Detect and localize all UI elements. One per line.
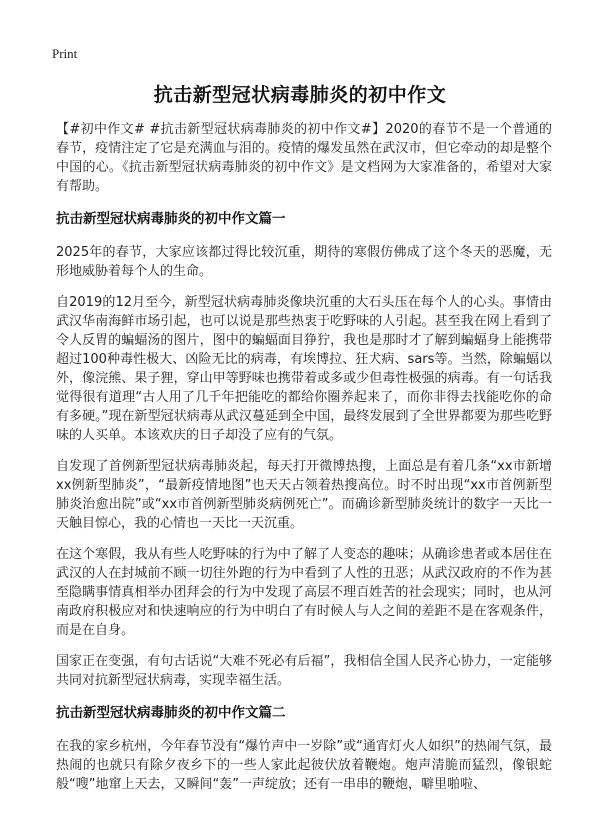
paragraph: 国家正在变强，有句古话说“大难不死必有后福”，我相信全国人民齐心协力，一定能够共同对抗新型冠状病毒，实现幸福生活。 [56,654,552,688]
paragraph: 2025年的春节，大家应该都过得比较沉重，期待的寒假仿佛成了这个冬天的恶魔，无形地威胁着每个人的生命。 [56,245,552,279]
section-heading-1: 抗击新型冠状病毒肺炎的初中作文篇一 [56,211,286,227]
section-heading-2: 抗击新型冠状病毒肺炎的初中作文篇二 [56,705,286,721]
paragraph: 自发现了首例新型冠状病毒肺炎起，每天打开微博热搜，上面总是有着几条“xx市新增xx例新型肺炎”，“最新疫情地图”也天天占领着热搜高位。时不时出现“xx市首例新型肺炎治愈出院”或“xx市首例新型肺炎病例死亡”。而确诊新型肺炎统计的数字一天比一天触目惊心，我的心情也一天比一天沉重。 [56,459,552,531]
intro-paragraph: 【#初中作文# #抗击新型冠状病毒肺炎的初中作文#】2020的春节不是一个普通的春节，疫情注定了它是充满血与泪的。疫情的爆发虽然在武汉市，但它牵动的却是整个中国的心。《抗击新型冠状病毒肺炎的初中作文》是文档网为大家准备的，希望对大家有帮助。 [56,122,552,194]
paragraph: 自2019的12月至今，新型冠状病毒肺炎像块沉重的大石头压在每个人的心头。事情由武汉华南海鲜市场引起，也可以说是那些热衷于吃野味的人引起。甚至我在网上看到了令人反胃的蝙蝠汤的图片，图中的蝙蝠面目狰狞，我也是那时才了解到蝙蝠身上能携带超过100种毒性极大、凶险无比的病毒，有埃博拉、狂犬病、sars等。当然，除蝙蝠以外，像浣熊、果子狸，穿山甲等野味也携带着或多或少但毒性极强的病毒。有一句话我觉得很有道理“古人用了几千年把能吃的都给你圈养起来了，而你非得去找能吃你的命有多硬。”现在新型冠状病毒从武汉蔓延到全中国，最终发展到了全世界都要为那些吃野味的人买单。本该欢庆的日子却没了应有的气氛。 [56,295,552,443]
paragraph: 在这个寒假，我从有些人吃野味的行为中了解了人变态的趣味；从确诊患者或本居住在武汉的人在封城前不顾一切往外跑的行为中看到了人性的丑恶；从武汉政府的不作为甚至隐瞒事情真相举办团拜会的行为中发现了高层不理百姓苦的社会现实；同时，也从河南政府积极应对和快速响应的行为中明白了有时候人与人之间的差距不是在客观条件，而是在自身。 [56,547,552,638]
article-body [56,120,552,806]
print-link[interactable]: Print [52,46,78,61]
paragraph: 在我的家乡杭州，今年春节没有“爆竹声中一岁除”或“通宵灯火人如织”的热闹气氛，最热闹的也就只有除夕夜乡下的一些人家此起彼伏放着鞭炮。炮声清脆而猛烈，像银蛇般“嗖”地窜上天去，又瞬间“轰”一声绽放；还有一串串的鞭炮，噼里啪啦、 [56,739,552,792]
page-title: 抗击新型冠状病毒肺炎的初中作文 [153,84,447,106]
